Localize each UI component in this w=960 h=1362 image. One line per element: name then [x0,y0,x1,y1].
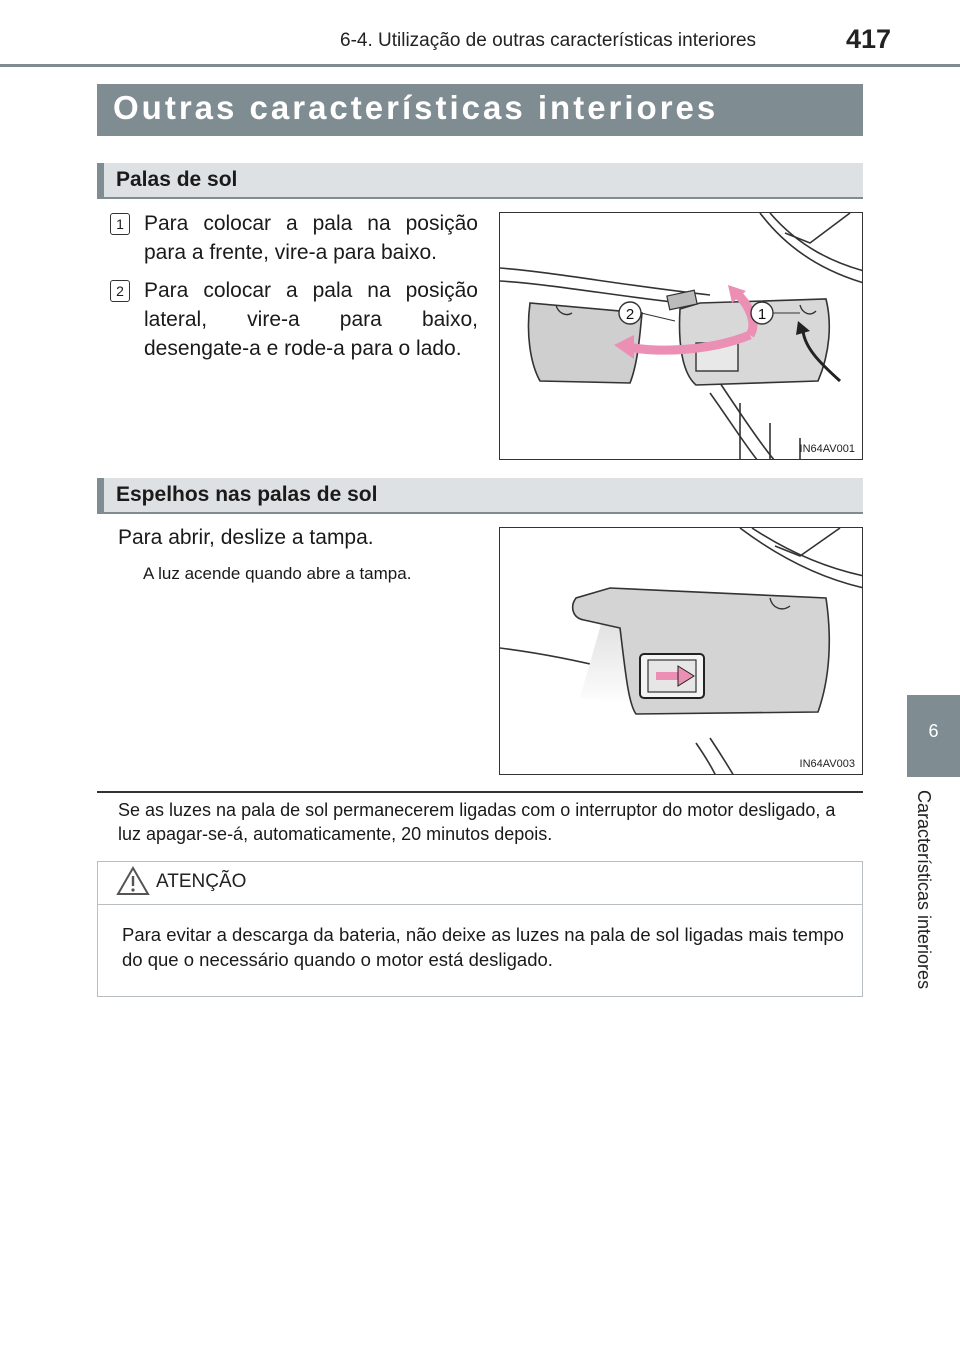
step-text: Para colocar a pala na posição para a frente, vire-a para baixo. [144,212,478,264]
running-header: 6-4. Utilização de outras características interiores [340,30,757,51]
caution-title: ATENÇÃO [156,871,247,892]
main-title-bar [97,84,863,136]
note-divider [97,791,863,793]
sun-visor-illustration [499,212,863,460]
instruction-text: Para abrir, deslize a tampa. [118,526,374,549]
figure-code: IN64AV001 [799,443,855,455]
section-header-vanity-mirrors [97,478,863,514]
caution-header [98,862,862,905]
caution-text: Para evitar a descarga da bateria, não deixe as luzes na pala de sol ligadas mais tempo do que o necessário quando o motor está desligado. [122,924,844,970]
section-header-sun-visors [97,163,863,199]
page-number: 417 [846,24,892,54]
warning-triangle-icon [116,866,150,901]
step-text: Para colocar a pala na posição lateral, vire-a para baixo, desengate-a e rode-a para o lado. [144,279,478,360]
chapter-label: Características interiores [914,790,934,990]
step-item [110,209,478,267]
caution-box [97,861,863,997]
detail-text: A luz acende quando abre a tampa. [143,564,412,583]
note-text: Se as luzes na pala de sol permanecerem ligadas com o interruptor do motor desligado, a luz apagar-se-á, automaticamente, 20 minutos depois. [118,800,836,844]
chapter-tab[interactable] [907,695,960,777]
vanity-mirror-drawing [500,528,863,775]
page-title: Outras características interiores [113,89,719,126]
chapter-label-vertical [914,790,946,1018]
sun-visor-drawing [500,213,863,460]
callout-1: 1 [757,306,767,323]
section-title: Espelhos nas palas de sol [116,483,378,506]
chapter-number: 6 [928,721,939,741]
callout-2: 2 [625,306,635,323]
vanity-mirror-illustration [499,527,863,775]
header-rule [0,64,960,67]
step-number-badge: 1 [110,213,130,235]
section-title: Palas de sol [116,168,238,191]
step-number-badge: 2 [110,280,130,302]
figure-code: IN64AV003 [799,758,855,770]
step-item [110,276,478,363]
